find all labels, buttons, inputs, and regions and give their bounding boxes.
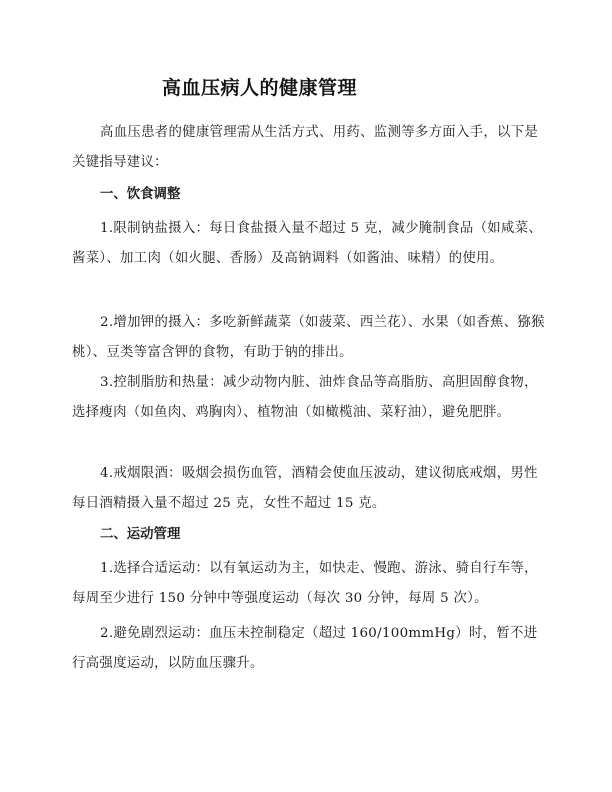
exercise-item-2: 2.避免剧烈运动：血压未控制稳定（超过 160/100mmHg）时，暂不进行高强度运动，以防血压骤升。	[72, 626, 538, 671]
diet-item-1: 1.限制钠盐摄入：每日食盐摄入量不超过 5 克，减少腌制食品（如咸菜、酱菜）、加工肉（如火腿、香肠）及高钠调料（如酱油、味精）的使用。	[72, 221, 543, 266]
diet-item-3: 3.控制脂肪和热量：减少动物内脏、油炸食品等高脂肪、高胆固醇食物，选择瘦肉（如鱼肉、鸡胸肉）、植物油（如橄榄油、菜籽油），避免肥胖。	[72, 375, 538, 420]
diet-item-4: 4.戒烟限酒：吸烟会损伤血管，酒精会使血压波动，建议彻底戒烟，男性每日酒精摄入量不超过 25 克，女性不超过 15 克。	[72, 466, 538, 511]
diet-item-2: 2.增加钾的摄入：多吃新鲜蔬菜（如菠菜、西兰花）、水果（如香蕉、猕猴桃）、豆类等富含钾的食物，有助于钠的排出。	[72, 315, 545, 360]
section-heading-exercise: 二、运动管理	[100, 527, 181, 542]
exercise-item-1: 1.选择合适运动：以有氧运动为主，如快走、慢跑、游泳、骑自行车等，每周至少进行 150 分钟中等强度运动（每次 30 分钟，每周 5 次）。	[72, 561, 538, 606]
document-title: 高血压病人的健康管理	[162, 77, 358, 99]
section-heading-diet: 一、饮食调整	[100, 187, 181, 202]
intro-paragraph: 高血压患者的健康管理需从生活方式、用药、监测等多方面入手，以下是关键指导建议：	[72, 125, 539, 170]
